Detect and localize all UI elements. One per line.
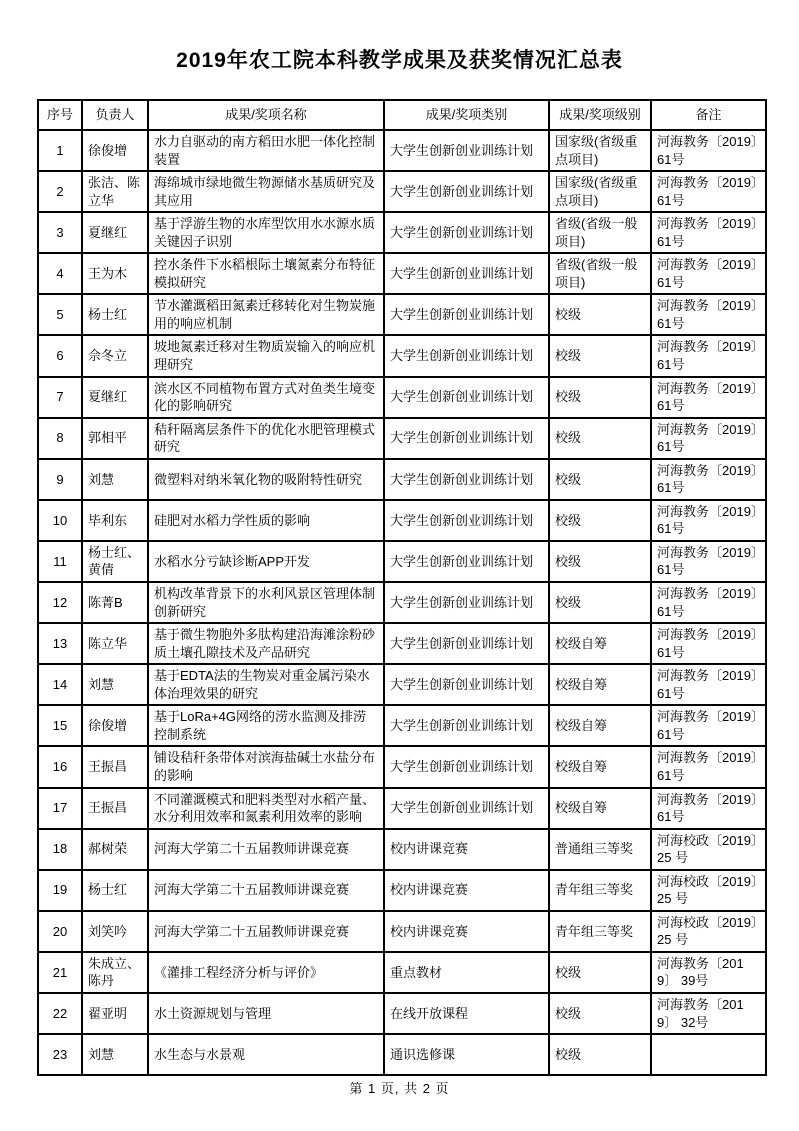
- cell-level: 校级: [549, 993, 651, 1034]
- cell-no: 14: [38, 664, 82, 705]
- cell-remark: 河海教务〔2019〕61号: [651, 623, 766, 664]
- summary-table: [37, 99, 767, 1076]
- table-row: [38, 788, 766, 829]
- cell-leader: 王振昌: [82, 746, 148, 787]
- cell-category: 大学生创新创业训练计划: [384, 746, 549, 787]
- cell-category: 校内讲课竞赛: [384, 829, 549, 870]
- cell-level: 校级: [549, 582, 651, 623]
- cell-leader: 王振昌: [82, 788, 148, 829]
- cell-category: 大学生创新创业训练计划: [384, 623, 549, 664]
- cell-no: 2: [38, 171, 82, 212]
- cell-remark: 河海教务〔2019〕61号: [651, 459, 766, 500]
- cell-leader: 徐俊增: [82, 130, 148, 171]
- table-row: [38, 459, 766, 500]
- cell-name: 水土资源规划与管理: [148, 993, 384, 1034]
- cell-remark: 河海教务〔2019〕61号: [651, 500, 766, 541]
- cell-no: 20: [38, 911, 82, 952]
- cell-remark: 河海教务〔2019〕61号: [651, 130, 766, 171]
- cell-leader: 刘慧: [82, 1034, 148, 1075]
- table-header-row: [38, 100, 766, 130]
- cell-name: 河海大学第二十五届教师讲课竞赛: [148, 829, 384, 870]
- cell-level: 校级自筹: [549, 746, 651, 787]
- page-title: 2019年农工院本科教学成果及获奖情况汇总表: [176, 49, 623, 72]
- cell-name: 水力自驱动的南方稻田水肥一体化控制装置: [148, 130, 384, 171]
- cell-leader: 郝树荣: [82, 829, 148, 870]
- cell-no: 5: [38, 294, 82, 335]
- cell-leader: 夏继红: [82, 377, 148, 418]
- cell-remark: 河海教务〔2019〕61号: [651, 418, 766, 459]
- cell-level: 校级: [549, 459, 651, 500]
- cell-leader: 刘慧: [82, 459, 148, 500]
- cell-remark: 河海教务〔2019〕61号: [651, 377, 766, 418]
- table-row: [38, 418, 766, 459]
- cell-category: 大学生创新创业训练计划: [384, 459, 549, 500]
- cell-category: 重点教材: [384, 952, 549, 993]
- cell-no: 12: [38, 582, 82, 623]
- cell-level: 校级自筹: [549, 788, 651, 829]
- page-number-footer: 第 1 页, 共 2 页: [349, 1081, 450, 1096]
- cell-no: 21: [38, 952, 82, 993]
- column-header-remark: 备注: [651, 100, 766, 130]
- cell-category: 校内讲课竞赛: [384, 911, 549, 952]
- cell-no: 10: [38, 500, 82, 541]
- cell-leader: 朱成立、陈丹: [82, 952, 148, 993]
- cell-remark: 河海教务〔2019〕61号: [651, 541, 766, 582]
- table-row: [38, 212, 766, 253]
- cell-no: 3: [38, 212, 82, 253]
- cell-level: 校级: [549, 335, 651, 376]
- table-row: [38, 746, 766, 787]
- cell-category: 大学生创新创业训练计划: [384, 664, 549, 705]
- cell-category: 大学生创新创业训练计划: [384, 377, 549, 418]
- table-row: [38, 335, 766, 376]
- table-row: [38, 171, 766, 212]
- cell-level: 校级自筹: [549, 664, 651, 705]
- cell-leader: 杨士红、黄倩: [82, 541, 148, 582]
- column-header-leader: 负责人: [82, 100, 148, 130]
- cell-name: 水生态与水景观: [148, 1034, 384, 1075]
- cell-leader: 杨士红: [82, 870, 148, 911]
- cell-leader: 王为木: [82, 253, 148, 294]
- cell-no: 18: [38, 829, 82, 870]
- cell-leader: 张洁、陈立华: [82, 171, 148, 212]
- table-row: [38, 582, 766, 623]
- cell-no: 23: [38, 1034, 82, 1075]
- table-row: [38, 705, 766, 746]
- cell-leader: 佘冬立: [82, 335, 148, 376]
- cell-no: 19: [38, 870, 82, 911]
- cell-level: 校级: [549, 294, 651, 335]
- cell-name: 滨水区不同植物布置方式对鱼类生境变化的影响研究: [148, 377, 384, 418]
- cell-level: 校级: [549, 541, 651, 582]
- cell-leader: 杨士红: [82, 294, 148, 335]
- cell-name: 铺设秸秆条带体对滨海盐碱土水盐分布的影响: [148, 746, 384, 787]
- cell-name: 基于EDTA法的生物炭对重金属污染水体治理效果的研究: [148, 664, 384, 705]
- column-header-name: 成果/奖项名称: [148, 100, 384, 130]
- table-row: [38, 541, 766, 582]
- cell-no: 7: [38, 377, 82, 418]
- table-row: [38, 870, 766, 911]
- cell-category: 大学生创新创业训练计划: [384, 788, 549, 829]
- cell-remark: 河海校政〔2019〕25 号: [651, 911, 766, 952]
- cell-level: 国家级(省级重点项目): [549, 171, 651, 212]
- cell-no: 13: [38, 623, 82, 664]
- cell-no: 8: [38, 418, 82, 459]
- cell-remark: 河海教务〔2019〕 39号: [651, 952, 766, 993]
- table-row: [38, 623, 766, 664]
- cell-leader: 夏继红: [82, 212, 148, 253]
- cell-name: 基于LoRa+4G网络的涝水监测及排涝控制系统: [148, 705, 384, 746]
- cell-no: 22: [38, 993, 82, 1034]
- table-row: [38, 1034, 766, 1075]
- cell-remark: 河海校政〔2019〕25 号: [651, 870, 766, 911]
- cell-no: 11: [38, 541, 82, 582]
- column-header-level: 成果/奖项级别: [549, 100, 651, 130]
- cell-name: 机构改革背景下的水利风景区管理体制创新研究: [148, 582, 384, 623]
- table-row: [38, 952, 766, 993]
- cell-level: 校级自筹: [549, 705, 651, 746]
- cell-level: 青年组三等奖: [549, 870, 651, 911]
- cell-no: 9: [38, 459, 82, 500]
- cell-remark: 河海教务〔2019〕61号: [651, 788, 766, 829]
- cell-remark: 河海教务〔2019〕 32号: [651, 993, 766, 1034]
- cell-no: 4: [38, 253, 82, 294]
- cell-leader: 陈立华: [82, 623, 148, 664]
- cell-level: 青年组三等奖: [549, 911, 651, 952]
- cell-name: 微塑料对纳米氧化物的吸附特性研究: [148, 459, 384, 500]
- cell-category: 大学生创新创业训练计划: [384, 582, 549, 623]
- cell-name: 控水条件下水稻根际土壤氮素分布特征模拟研究: [148, 253, 384, 294]
- cell-remark: 河海校政〔2019〕25 号: [651, 829, 766, 870]
- cell-category: 大学生创新创业训练计划: [384, 294, 549, 335]
- cell-leader: 陈菁B: [82, 582, 148, 623]
- cell-category: 大学生创新创业训练计划: [384, 171, 549, 212]
- table-row: [38, 664, 766, 705]
- table-row: [38, 500, 766, 541]
- cell-leader: 郭相平: [82, 418, 148, 459]
- cell-level: 国家级(省级重点项目): [549, 130, 651, 171]
- cell-level: 普通组三等奖: [549, 829, 651, 870]
- cell-category: 通识选修课: [384, 1034, 549, 1075]
- cell-category: 大学生创新创业训练计划: [384, 705, 549, 746]
- cell-category: 大学生创新创业训练计划: [384, 541, 549, 582]
- cell-no: 16: [38, 746, 82, 787]
- cell-level: 校级: [549, 952, 651, 993]
- cell-remark: 河海教务〔2019〕61号: [651, 664, 766, 705]
- cell-category: 大学生创新创业训练计划: [384, 253, 549, 294]
- cell-leader: 刘慧: [82, 664, 148, 705]
- cell-no: 17: [38, 788, 82, 829]
- cell-name: 河海大学第二十五届教师讲课竞赛: [148, 870, 384, 911]
- cell-remark: 河海教务〔2019〕61号: [651, 705, 766, 746]
- cell-level: 校级: [549, 418, 651, 459]
- cell-level: 省级(省级一般项目): [549, 253, 651, 294]
- cell-name: 《灌排工程经济分析与评价》: [148, 952, 384, 993]
- cell-level: 校级: [549, 1034, 651, 1075]
- cell-name: 水稻水分亏缺诊断APP开发: [148, 541, 384, 582]
- table-row: [38, 829, 766, 870]
- cell-name: 秸秆隔离层条件下的优化水肥管理模式研究: [148, 418, 384, 459]
- cell-remark: [651, 1034, 766, 1075]
- cell-no: 6: [38, 335, 82, 376]
- cell-remark: 河海教务〔2019〕61号: [651, 335, 766, 376]
- cell-leader: 徐俊增: [82, 705, 148, 746]
- cell-name: 海绵城市绿地微生物源储水基质研究及其应用: [148, 171, 384, 212]
- cell-remark: 河海教务〔2019〕61号: [651, 294, 766, 335]
- cell-name: 硅肥对水稻力学性质的影响: [148, 500, 384, 541]
- cell-name: 基于微生物胞外多肽构建沿海滩涂粉砂质土壤孔隙技术及产品研究: [148, 623, 384, 664]
- cell-name: 河海大学第二十五届教师讲课竞赛: [148, 911, 384, 952]
- cell-name: 节水灌溉稻田氮素迁移转化对生物炭施用的响应机制: [148, 294, 384, 335]
- table-row: [38, 294, 766, 335]
- table-row: [38, 993, 766, 1034]
- cell-level: 校级: [549, 500, 651, 541]
- cell-category: 在线开放课程: [384, 993, 549, 1034]
- cell-remark: 河海教务〔2019〕61号: [651, 212, 766, 253]
- cell-category: 大学生创新创业训练计划: [384, 418, 549, 459]
- cell-category: 校内讲课竞赛: [384, 870, 549, 911]
- cell-remark: 河海教务〔2019〕61号: [651, 746, 766, 787]
- cell-category: 大学生创新创业训练计划: [384, 212, 549, 253]
- table-row: [38, 377, 766, 418]
- cell-category: 大学生创新创业训练计划: [384, 335, 549, 376]
- cell-level: 省级(省级一般项目): [549, 212, 651, 253]
- cell-name: 基于浮游生物的水库型饮用水水源水质关键因子识别: [148, 212, 384, 253]
- cell-name: 不同灌溉模式和肥料类型对水稻产量、水分利用效率和氮素利用效率的影响: [148, 788, 384, 829]
- cell-remark: 河海教务〔2019〕61号: [651, 171, 766, 212]
- cell-no: 15: [38, 705, 82, 746]
- cell-leader: 刘笑吟: [82, 911, 148, 952]
- cell-name: 坡地氮素迁移对生物质炭输入的响应机理研究: [148, 335, 384, 376]
- cell-no: 1: [38, 130, 82, 171]
- column-header-no: 序号: [38, 100, 82, 130]
- table-row: [38, 911, 766, 952]
- cell-leader: 翟亚明: [82, 993, 148, 1034]
- cell-remark: 河海教务〔2019〕61号: [651, 253, 766, 294]
- cell-category: 大学生创新创业训练计划: [384, 130, 549, 171]
- table-row: [38, 253, 766, 294]
- column-header-category: 成果/奖项类别: [384, 100, 549, 130]
- cell-level: 校级: [549, 377, 651, 418]
- cell-level: 校级自筹: [549, 623, 651, 664]
- cell-category: 大学生创新创业训练计划: [384, 500, 549, 541]
- table-row: [38, 130, 766, 171]
- cell-leader: 毕利东: [82, 500, 148, 541]
- cell-remark: 河海教务〔2019〕61号: [651, 582, 766, 623]
